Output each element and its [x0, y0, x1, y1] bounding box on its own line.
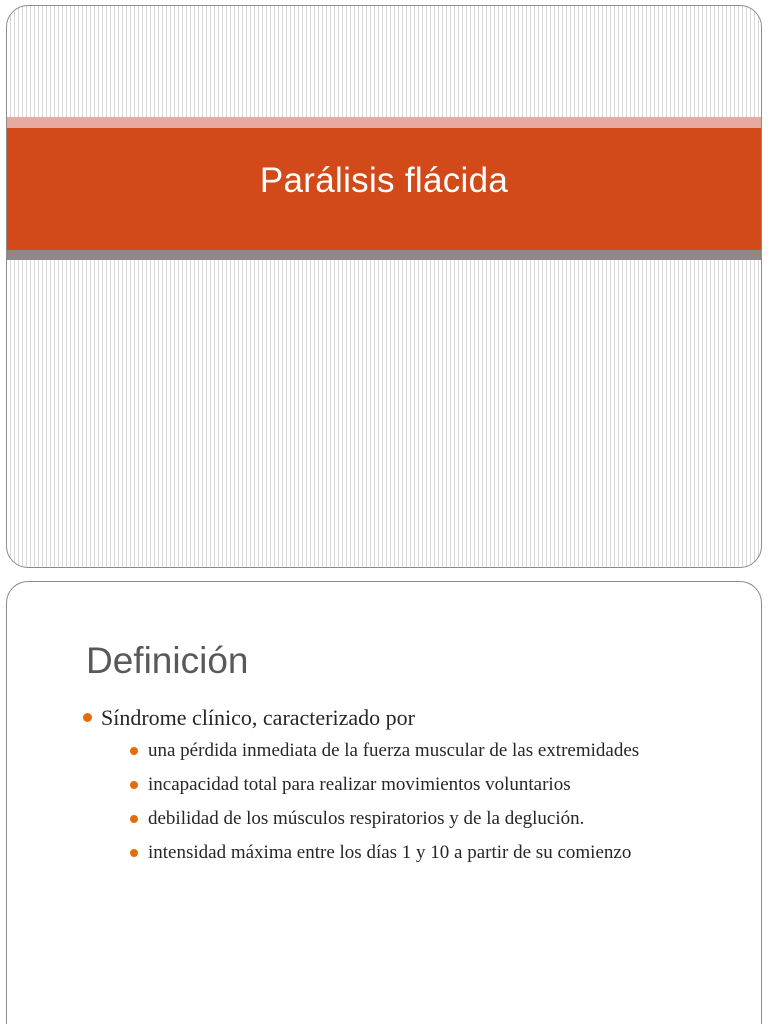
- title-band-bottom-stripe: [7, 250, 761, 260]
- title-band-top-stripe: [7, 117, 761, 128]
- bullet-dot-icon: [83, 713, 92, 722]
- sub-bullet-item: [130, 740, 751, 762]
- sub-bullet-text: incapacidad total para realizar movimientos voluntarios: [148, 774, 571, 795]
- sub-bullet-item: [130, 774, 751, 796]
- slide-heading: Definición: [86, 640, 249, 681]
- bullet-list: [83, 706, 751, 876]
- sub-bullet-text: intensidad máxima entre los días 1 y 10 a partir de su comienzo: [148, 842, 632, 863]
- sub-bullet-text: debilidad de los músculos respiratorios y de la deglución.: [148, 808, 585, 829]
- bullet-text: Síndrome clínico, caracterizado por: [101, 705, 415, 730]
- sub-bullet-item: [130, 842, 751, 864]
- bullet-dot-icon: [130, 781, 138, 789]
- sub-bullet-text: una pérdida inmediata de la fuerza muscular de las extremidades: [148, 740, 640, 761]
- bullet-item: [83, 706, 751, 864]
- bullet-dot-icon: [130, 747, 138, 755]
- bullet-dot-icon: [130, 815, 138, 823]
- slide-title: Parálisis flácida: [259, 161, 509, 200]
- title-slide: [6, 5, 762, 568]
- bullet-dot-icon: [130, 849, 138, 857]
- title-band: [7, 128, 761, 250]
- sub-bullet-item: [130, 808, 751, 830]
- definition-slide: [6, 581, 762, 1024]
- sub-bullet-list: [101, 740, 751, 864]
